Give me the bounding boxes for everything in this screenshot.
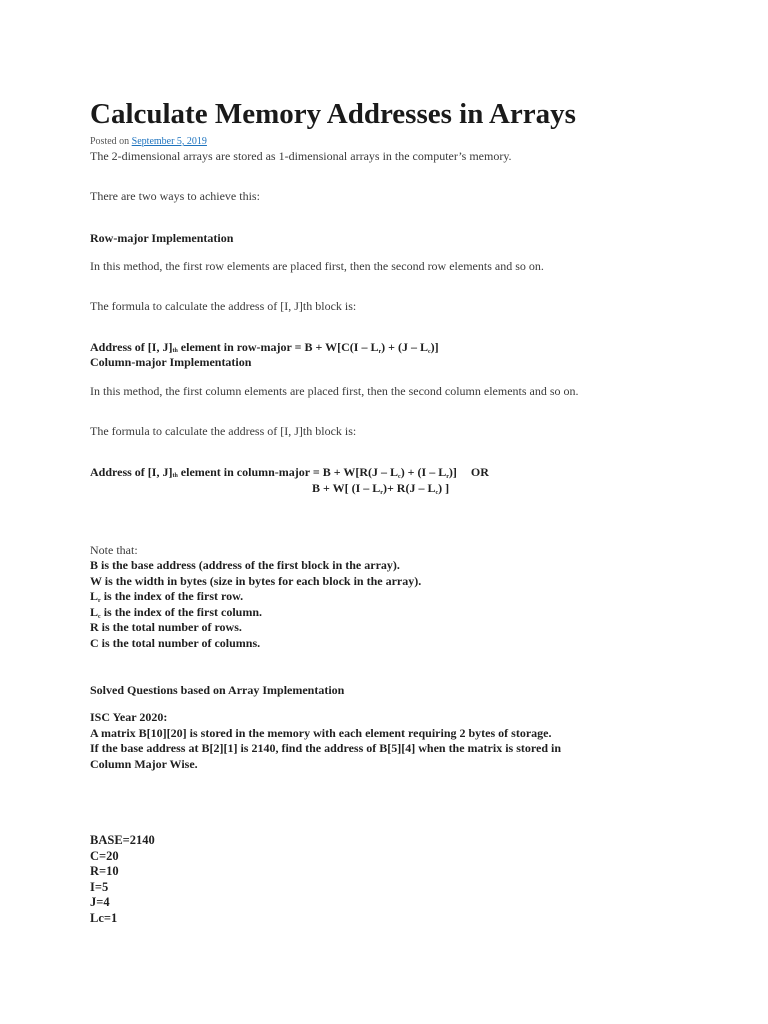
ways-text: There are two ways to achieve this:	[90, 189, 260, 203]
formula-sub-r: r	[446, 474, 449, 480]
formula-mid: element in column-major = B + W[R(J – L	[177, 465, 399, 479]
formula-mid: element in row-major = B + W[C(I – L	[177, 340, 379, 354]
formula-sub-c: c	[398, 474, 401, 480]
value-i: I=5	[90, 880, 109, 894]
formula-sub-r: r	[378, 349, 382, 355]
formula-or: OR	[470, 465, 489, 479]
isc-year: ISC Year 2020:	[90, 710, 168, 724]
value-c: C=20	[90, 849, 119, 863]
formula-prefix: Address of [I, J]	[90, 340, 173, 354]
question-line-1: A matrix B[10][20] is stored in the memory with each element requiring 2 bytes of storage.	[90, 726, 552, 740]
alt-sub-r: r	[380, 490, 383, 496]
question-line-2: If the base address at B[2][1] is 2140, find the address of B[5][4] when the matrix is stored in	[90, 741, 561, 755]
note-b: B is the base address (address of the first block in the array).	[90, 558, 400, 572]
formula-mid2: ) + (J – L	[381, 340, 428, 354]
note-lr-sub: r	[98, 598, 101, 604]
column-major-formula-intro: The formula to calculate the address of [I, J]th block is:	[90, 424, 357, 438]
note-label: Note that:	[90, 543, 138, 557]
note-w: W is the width in bytes (size in bytes for each block in the array).	[90, 574, 422, 588]
note-lc-letter: L	[90, 605, 99, 619]
solved-heading: Solved Questions based on Array Implementation	[90, 683, 345, 697]
formula-sup: th	[172, 473, 178, 479]
note-lr-text: is the index of the first row.	[100, 589, 244, 603]
page-title: Calculate Memory Addresses in Arrays	[90, 98, 576, 130]
alt-sub-c: c	[435, 490, 439, 496]
row-major-heading: Row-major Implementation	[90, 231, 234, 245]
posted-prefix: Posted on	[90, 136, 130, 147]
alt-a: B + W[ (I – L	[312, 481, 381, 495]
formula-end: )]	[448, 465, 457, 479]
row-major-desc: In this method, the first row elements are placed first, then the second row elements and so on.	[90, 259, 544, 273]
formula-end: )]	[430, 340, 439, 354]
note-r: R is the total number of rows.	[90, 620, 242, 634]
note-lr-letter: L	[90, 589, 99, 603]
formula-mid2: ) + (I – L	[400, 465, 447, 479]
posted-date-link[interactable]: September 5, 2019	[131, 136, 207, 147]
intro-text: The 2-dimensional arrays are stored as 1-dimensional arrays in the computer’s memory.	[90, 149, 512, 163]
note-c: C is the total number of columns.	[90, 636, 261, 650]
column-major-heading: Column-major Implementation	[90, 355, 252, 369]
column-major-formula-alt	[312, 480, 449, 501]
formula-prefix: Address of [I, J]	[90, 465, 173, 479]
row-major-formula-intro: The formula to calculate the address of [I, J]th block is:	[90, 299, 357, 313]
alt-c: ) ]	[438, 481, 450, 495]
column-major-desc: In this method, the first column elements are placed first, then the second column elements and so on.	[90, 384, 579, 398]
value-base: BASE=2140	[90, 833, 155, 847]
note-lc-sub: c	[98, 614, 101, 620]
value-j: J=4	[90, 895, 110, 909]
formula-sub-c: c	[427, 349, 431, 355]
value-lc: Lc=1	[90, 911, 118, 925]
question-line-3: Column Major Wise.	[90, 757, 198, 771]
alt-b: )+ R(J – L	[382, 481, 436, 495]
formula-sup: th	[172, 348, 178, 354]
note-lc-text: is the index of the first column.	[100, 605, 263, 619]
value-r: R=10	[90, 864, 119, 878]
